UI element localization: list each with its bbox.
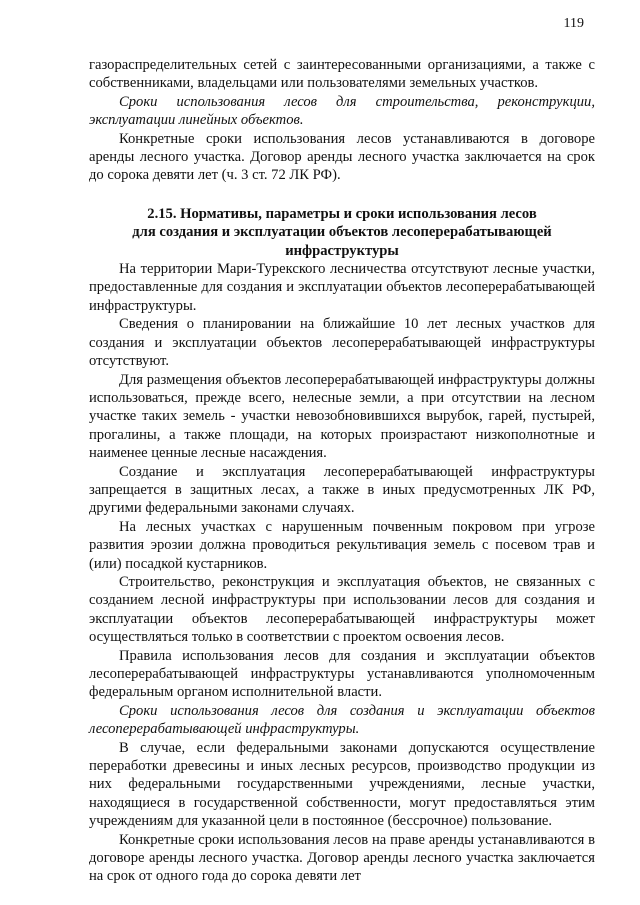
paragraph: Сведения о планировании на ближайшие 10 лет лесных участков для создания и эксплуатации объектов лесоперерабатывающей инфраструктуры отсутствуют.: [89, 316, 595, 370]
page-number: 119: [563, 16, 584, 31]
section-heading-line: для создания и эксплуатации объектов лесоперерабатывающей: [132, 224, 552, 241]
paragraph: Конкретные сроки использования лесов устанавливаются в договоре аренды лесного участка. Договор аренды лесного участка заключается на срок до сорока девяти лет (ч. 3 ст. 72 ЛК РФ).: [89, 130, 595, 184]
paragraph: На лесных участках с нарушенным почвенным покровом при угрозе развития эрозии должна проводиться рекультивация земель с посевом трав и (или) посадкой кустарников.: [89, 518, 595, 572]
paragraph-italic-subheading: Сроки использования лесов для строительства, реконструкции, эксплуатации линейных объектов.: [89, 93, 595, 129]
paragraph-continuation: газораспределительных сетей с заинтересованными организациями, а также с собственниками, владельцами или пользователями земельных участков.: [89, 57, 595, 92]
paragraph: Конкретные сроки использования лесов на праве аренды устанавливаются в договоре аренды лесного участка. Договор аренды лесного участка заключается на срок от одного года до сорока девяти лет: [89, 831, 595, 885]
paragraph: Строительство, реконструкция и эксплуатация объектов, не связанных с созданием лесной инфраструктуры при использовании лесов для создания и эксплуатации объектов лесоперерабатывающей инфраструктуры может осуществляться только в соответствии с проектом освоения лесов.: [89, 573, 595, 646]
paragraph: Правила использования лесов для создания и эксплуатации объектов лесоперерабатывающей инфраструктуры устанавливаются уполномоченным федеральным органом исполнительной власти.: [89, 647, 595, 701]
document-body: [89, 56, 595, 886]
section-heading-line: 2.15. Нормативы, параметры и сроки использования лесов: [147, 205, 537, 222]
paragraph: В случае, если федеральными законами допускаются осуществление переработки древесины и иных лесных ресурсов, производство продукции из них федеральными государственными учреждениями, лесные участки, находящиеся в государственной собственности, могут предоставляться этим учреждениям для указанной цели в постоянное (бессрочное) пользование.: [89, 739, 595, 830]
section-heading-line: инфраструктуры: [285, 242, 399, 259]
paragraph-italic-subheading: Сроки использования лесов для создания и эксплуатации объектов лесоперерабатывающей инфраструктуры.: [89, 702, 595, 738]
paragraph: Для размещения объектов лесоперерабатывающей инфраструктуры должны использоваться, прежде всего, нелесные земли, а при отсутствии на лесном участке таких земель - участки невозобновившихся вырубок, гарей, пустырей, прогалины, а также площади, на которых произрастают низкополнотные и наименее ценные лесные насаждения.: [89, 371, 595, 462]
section-heading: [89, 205, 595, 260]
paragraph: Создание и эксплуатация лесоперерабатывающей инфраструктуры запрещается в защитных лесах, а также в иных предусмотренных ЛК РФ, другими федеральными законами случаях.: [89, 463, 595, 517]
paragraph: На территории Мари-Турекского лесничества отсутствуют лесные участки, предоставленные для создания и эксплуатации объектов лесоперерабатывающей инфраструктуры.: [89, 261, 595, 314]
